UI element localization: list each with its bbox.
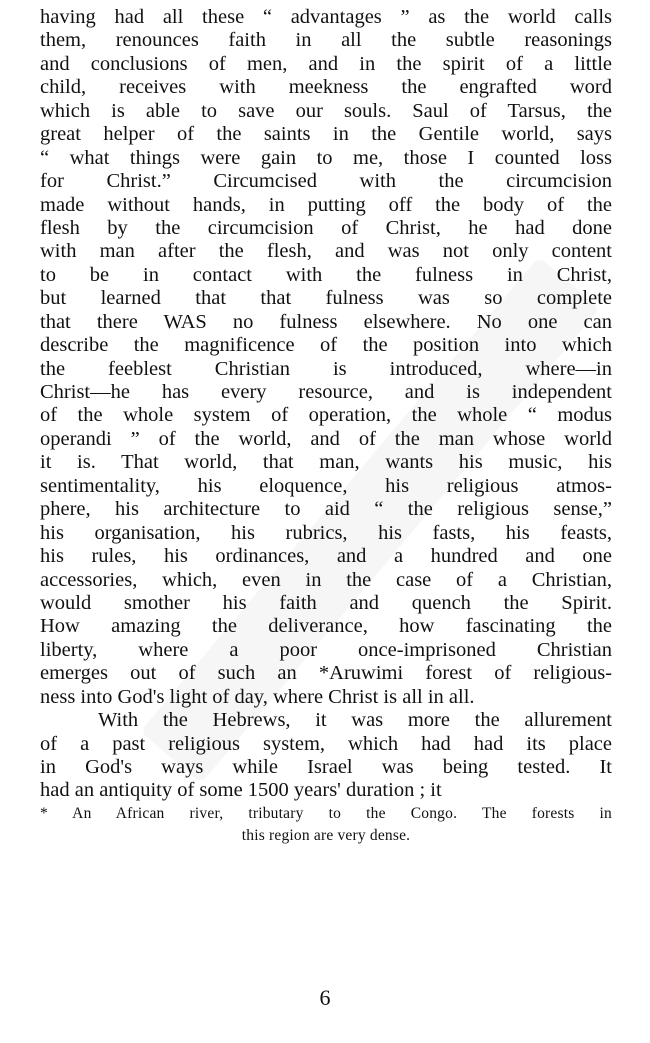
text-line: “ what things were gain to me, those I counted loss bbox=[40, 146, 612, 169]
text-line: for Christ.” Circumcised with the circumcision bbox=[40, 170, 612, 193]
text-line: accessories, which, even in the case of a Christian, bbox=[40, 568, 612, 591]
text-line: describe the magnificence of the position into which bbox=[40, 334, 612, 357]
text-line: How amazing the deliverance, how fascinating the bbox=[40, 615, 612, 638]
text-line: ness into God's light of day, where Christ is all in all. bbox=[40, 685, 475, 708]
text-line: would smother his faith and quench the Spirit. bbox=[40, 591, 612, 614]
text-line: his rules, his ordinances, and a hundred and one bbox=[40, 545, 612, 568]
text-line: the feeblest Christian is introduced, where—in bbox=[40, 357, 612, 380]
text-line: to be in contact with the fulness in Christ, bbox=[40, 263, 612, 286]
paragraph bbox=[40, 709, 612, 803]
text-line: with man after the flesh, and was not only content bbox=[40, 240, 612, 263]
paragraph bbox=[40, 6, 612, 709]
text-line: in God's ways while Israel was being tested. It bbox=[40, 756, 612, 778]
footnote-line-2: this region are very dense. bbox=[241, 826, 411, 844]
text-line: and conclusions of men, and in the spirit of a little bbox=[40, 52, 612, 75]
text-line: it is. That world, that man, wants his music, his bbox=[40, 451, 612, 474]
text-line: phere, his architecture to aid “ the religious sense,” bbox=[40, 498, 612, 521]
text-line: of the whole system of operation, the whole “ modus bbox=[40, 404, 612, 427]
text-line: child, receives with meekness the engrafted word bbox=[40, 76, 612, 99]
text-line: made without hands, in putting off the body of the bbox=[40, 193, 612, 216]
text-line: liberty, where a poor once-imprisoned Christian bbox=[40, 638, 612, 661]
text-line: flesh by the circumcision of Christ, he had done bbox=[40, 216, 612, 239]
text-line: had an antiquity of some 1500 years' duration ; it bbox=[40, 779, 442, 802]
text-line: that there WAS no fulness elsewhere. No one can bbox=[40, 310, 612, 333]
text-line: operandi ” of the world, and of the man whose world bbox=[40, 427, 612, 450]
text-line: emerges out of such an *Aruwimi forest of religious- bbox=[40, 662, 612, 685]
footnote-line-1: * An African river, tributary to the Congo. The forests in bbox=[40, 804, 612, 822]
text-line: Christ—he has every resource, and is independent bbox=[40, 381, 612, 403]
page-body bbox=[40, 6, 612, 847]
body-text bbox=[40, 6, 612, 803]
text-line: but learned that that fulness was so complete bbox=[40, 287, 612, 310]
text-line: sentimentality, his eloquence, his religious atmos- bbox=[40, 474, 612, 497]
text-line: which is able to save our souls. Saul of Tarsus, the bbox=[40, 99, 612, 122]
page-number: 6 bbox=[319, 985, 331, 1010]
text-line: great helper of the saints in the Gentile world, says bbox=[40, 123, 612, 146]
text-line: them, renounces faith in all the subtle reasonings bbox=[40, 29, 612, 52]
text-line: With the Hebrews, it was more the allurement bbox=[98, 709, 612, 732]
text-line: having had all these “ advantages ” as the world calls bbox=[40, 6, 612, 28]
text-line: of a past religious system, which had had its place bbox=[40, 732, 612, 755]
text-line: his organisation, his rubrics, his fasts, his feasts, bbox=[40, 521, 612, 544]
